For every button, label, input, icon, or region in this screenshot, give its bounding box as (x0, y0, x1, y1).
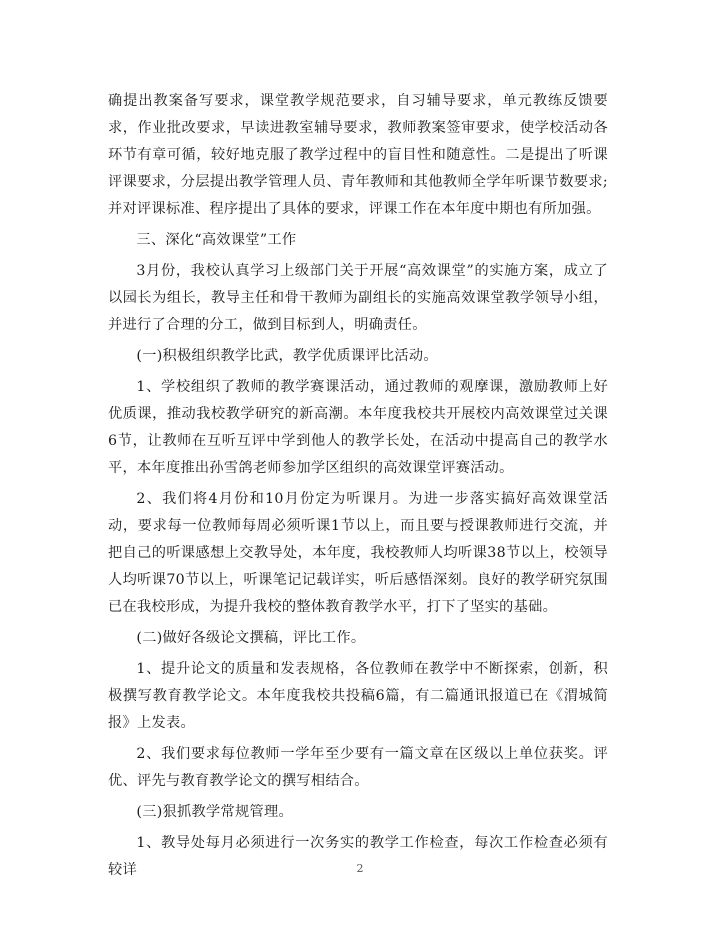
subheading-3: (三)狠抓教学常规管理。 (136, 804, 293, 820)
paragraph-high-efficiency-plan: 3月份，我校认真学习上级部门关于开展“高效课堂”的实施方案，成立了以园长为组长，教导主任和骨干教师为副组长的实施高效课堂教学领导小组，并进行了合理的分工，做到目标到人，明确责任。 (108, 263, 608, 333)
page-number: 2 (356, 862, 364, 875)
subheading-2: (二)做好各级论文撰稿，评比工作。 (136, 630, 366, 646)
subheading-1: (一)积极组织教学比武，教学优质课评比活动。 (136, 348, 438, 364)
paragraph-item-1-inspection: 1、教导处每月必须进行一次务实的教学工作检查，每次工作检查必须有较详 (108, 835, 608, 878)
paragraph-item-2-lecture-month: 2、我们将4月份和10月份定为听课月。为进一步落实搞好高效课堂活动，要求每一位教师每周必须听课1节以上，而且要与授课教师进行交流，并把自己的听课感想上交教导处，本年度，我校教师人均听课38节以上，校领导人均听课70节以上，听课笔记记载详实，听后感悟深刻。良好的教学研究氛围已在我校形成，为提升我校的整体教育教学水平，打下了坚实的基础。 (108, 491, 608, 615)
paragraph-item-1-competition: 1、学校组织了教师的教学赛课活动，通过教师的观摩课，激励教师上好优质课，推动我校教学研究的新高潮。本年度我校共开展校内高效课堂过关课6节，让教师在互听互评中学到他人的教学长处，在活动中提高自己的教学水平，本年度推出孙雪鸽老师参加学区组织的高效课堂评赛活动。 (108, 379, 608, 476)
paragraph-item-1-papers: 1、提升论文的质量和发表规格，各位教师在教学中不断探索，创新，积极撰写教育教学论文。本年度我校共投稿6篇，有二篇通讯报道已在《渭城简报》上发表。 (108, 661, 608, 731)
paragraph-item-2-awards: 2、我们要求每位教师一学年至少要有一篇文章在区级以上单位获奖。评优、评先与教育教学论文的撰写相结合。 (108, 746, 608, 789)
document-body (108, 88, 608, 884)
paragraph-continuation: 确提出教案备写要求，课堂教学规范要求，自习辅导要求，单元教练反馈要求，作业批改要求，早读进教室辅导要求，教师教案签审要求，使学校活动各环节有章可循，较好地克服了教学过程中的盲目性和随意性。二是提出了听课评课要求，分层提出教学管理人员、青年教师和其他教师全学年听课节数要求;并对评课标准、程序提出了具体的要求，评课工作在本年度中期也有所加强。 (108, 93, 608, 217)
section-heading-3: 三、深化“高效课堂”工作 (136, 232, 297, 248)
